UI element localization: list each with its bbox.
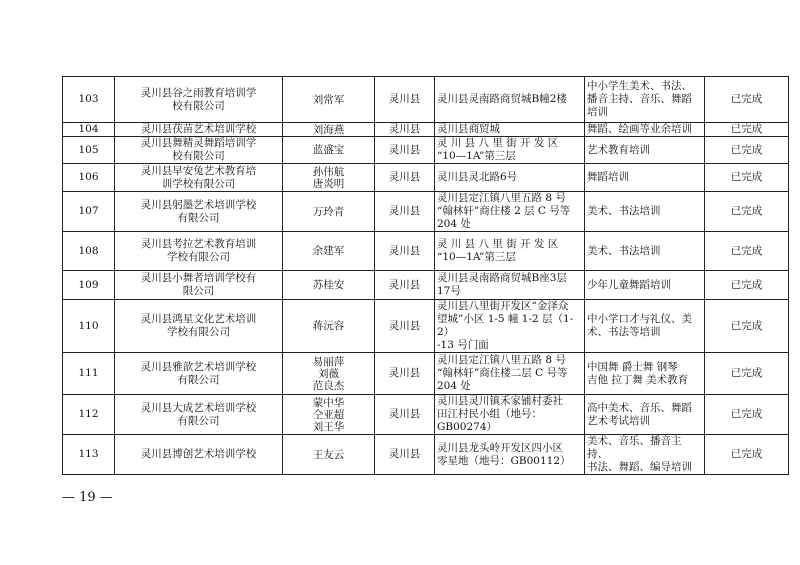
table-row: [63, 395, 789, 435]
row-number-cell: 104: [63, 123, 115, 137]
contact-person-cell: 蓝盛宝: [283, 137, 375, 164]
county-cell: 灵川县: [375, 137, 435, 164]
county-cell: 灵川县: [375, 435, 435, 475]
address-cell: 灵 川 县 八 里 街 开 发 区 “10—1A”第三层: [435, 232, 585, 271]
county-cell: 灵川县: [375, 232, 435, 271]
county-cell: 灵川县: [375, 192, 435, 232]
business-scope-cell: 少年儿童舞蹈培训: [585, 271, 705, 300]
table-row: [63, 435, 789, 475]
contact-person-cell: 苏桂安: [283, 271, 375, 300]
county-cell: 灵川县: [375, 271, 435, 300]
page-number: — 19 —: [62, 490, 113, 505]
county-cell: 灵川县: [375, 77, 435, 123]
address-cell: 灵川县灵川镇禾家铺村委社 田江村民小组（地号： GB00274）: [435, 395, 585, 435]
school-name-cell: 灵川县谷之雨教育培训学 校有限公司: [115, 77, 283, 123]
status-cell: 已完成: [705, 123, 789, 137]
row-number-cell: 110: [63, 300, 115, 353]
status-cell: 已完成: [705, 77, 789, 123]
business-scope-cell: 舞蹈培训: [585, 164, 705, 192]
address-cell: 灵川县龙头岭开发区四小区 零星地（地号：GB00112）: [435, 435, 585, 475]
business-scope-cell: 美术、音乐、播音主持、 书法、舞蹈、编导培训: [585, 435, 705, 475]
business-scope-cell: 美术、书法培训: [585, 232, 705, 271]
contact-person-cell: 王友云: [283, 435, 375, 475]
county-cell: 灵川县: [375, 164, 435, 192]
address-cell: 灵川县灵南路商贸城B幢2楼: [435, 77, 585, 123]
address-cell: 灵川县八里街开发区“金泽众 望城”小区 1-5 幢 1-2 层（1-2） -13 号门面: [435, 300, 585, 353]
business-scope-cell: 舞蹈、绘画等业余培训: [585, 123, 705, 137]
row-number-cell: 112: [63, 395, 115, 435]
row-number-cell: 105: [63, 137, 115, 164]
status-cell: 已完成: [705, 353, 789, 395]
school-name-cell: 灵川县小舞者培训学校有 限公司: [115, 271, 283, 300]
business-scope-cell: 美术、书法培训: [585, 192, 705, 232]
address-cell: 灵 川 县 八 里 街 开 发 区 “10—1A”第三层: [435, 137, 585, 164]
address-cell: 灵川县定江镇八里五路 8 号 “翰林轩”商住楼二层 C 号等 204 处: [435, 353, 585, 395]
table-row: [63, 353, 789, 395]
business-scope-cell: 中小学生美术、书法、 播音主持、音乐、舞蹈 培训: [585, 77, 705, 123]
school-name-cell: 灵川县考拉艺术教育培训 学校有限公司: [115, 232, 283, 271]
business-scope-cell: 艺术教育培训: [585, 137, 705, 164]
table-row: [63, 164, 789, 192]
row-number-cell: 111: [63, 353, 115, 395]
table-row: [63, 300, 789, 353]
contact-person-cell: 蒙中华 仝亚超 刘王华: [283, 395, 375, 435]
address-cell: 灵川县灵南路商贸城B座3层 17号: [435, 271, 585, 300]
status-cell: 已完成: [705, 300, 789, 353]
table-row: [63, 192, 789, 232]
table-row: [63, 77, 789, 123]
table-row: [63, 271, 789, 300]
county-cell: 灵川县: [375, 300, 435, 353]
contact-person-cell: 蒋沅容: [283, 300, 375, 353]
status-cell: 已完成: [705, 271, 789, 300]
status-cell: 已完成: [705, 395, 789, 435]
school-name-cell: 灵川县雅歆艺术培训学校 有限公司: [115, 353, 283, 395]
row-number-cell: 113: [63, 435, 115, 475]
contact-person-cell: 刘海燕: [283, 123, 375, 137]
county-cell: 灵川县: [375, 395, 435, 435]
table-row: [63, 232, 789, 271]
status-cell: 已完成: [705, 137, 789, 164]
address-cell: 灵川县灵北路6号: [435, 164, 585, 192]
county-cell: 灵川县: [375, 123, 435, 137]
contact-person-cell: 易丽萍 刘薇 范良杰: [283, 353, 375, 395]
school-name-cell: 灵川县大成艺术培训学校 有限公司: [115, 395, 283, 435]
row-number-cell: 106: [63, 164, 115, 192]
address-cell: 灵川县商贸城: [435, 123, 585, 137]
status-cell: 已完成: [705, 232, 789, 271]
row-number-cell: 108: [63, 232, 115, 271]
school-table: [62, 76, 789, 475]
table-row: [63, 137, 789, 164]
row-number-cell: 109: [63, 271, 115, 300]
status-cell: 已完成: [705, 435, 789, 475]
business-scope-cell: 高中美术、音乐、舞蹈 艺术考试培训: [585, 395, 705, 435]
business-scope-cell: 中国舞 爵士舞 钢琴 吉他 拉丁舞 美术教育: [585, 353, 705, 395]
school-name-cell: 灵川县鸿星文化艺术培训 学校有限公司: [115, 300, 283, 353]
school-name-cell: 灵川县躬墨艺术培训学校 有限公司: [115, 192, 283, 232]
school-name-cell: 灵川县博创艺术培训学校: [115, 435, 283, 475]
school-name-cell: 灵川县茯苗艺术培训学校: [115, 123, 283, 137]
business-scope-cell: 中小学口才与礼仪、美 术、书法等培训: [585, 300, 705, 353]
table-row: [63, 123, 789, 137]
school-name-cell: 灵川县舞精灵舞蹈培训学 校有限公司: [115, 137, 283, 164]
status-cell: 已完成: [705, 192, 789, 232]
contact-person-cell: 万玲青: [283, 192, 375, 232]
contact-person-cell: 刘常军: [283, 77, 375, 123]
row-number-cell: 107: [63, 192, 115, 232]
school-name-cell: 灵川县早安兔艺术教育培 训学校有限公司: [115, 164, 283, 192]
address-cell: 灵川县定江镇八里五路 8 号 “翰林轩”商住楼 2 层 C 号等 204 处: [435, 192, 585, 232]
contact-person-cell: 孙伟航 唐炎明: [283, 164, 375, 192]
county-cell: 灵川县: [375, 353, 435, 395]
status-cell: 已完成: [705, 164, 789, 192]
table-body: [63, 77, 789, 475]
contact-person-cell: 余建军: [283, 232, 375, 271]
row-number-cell: 103: [63, 77, 115, 123]
